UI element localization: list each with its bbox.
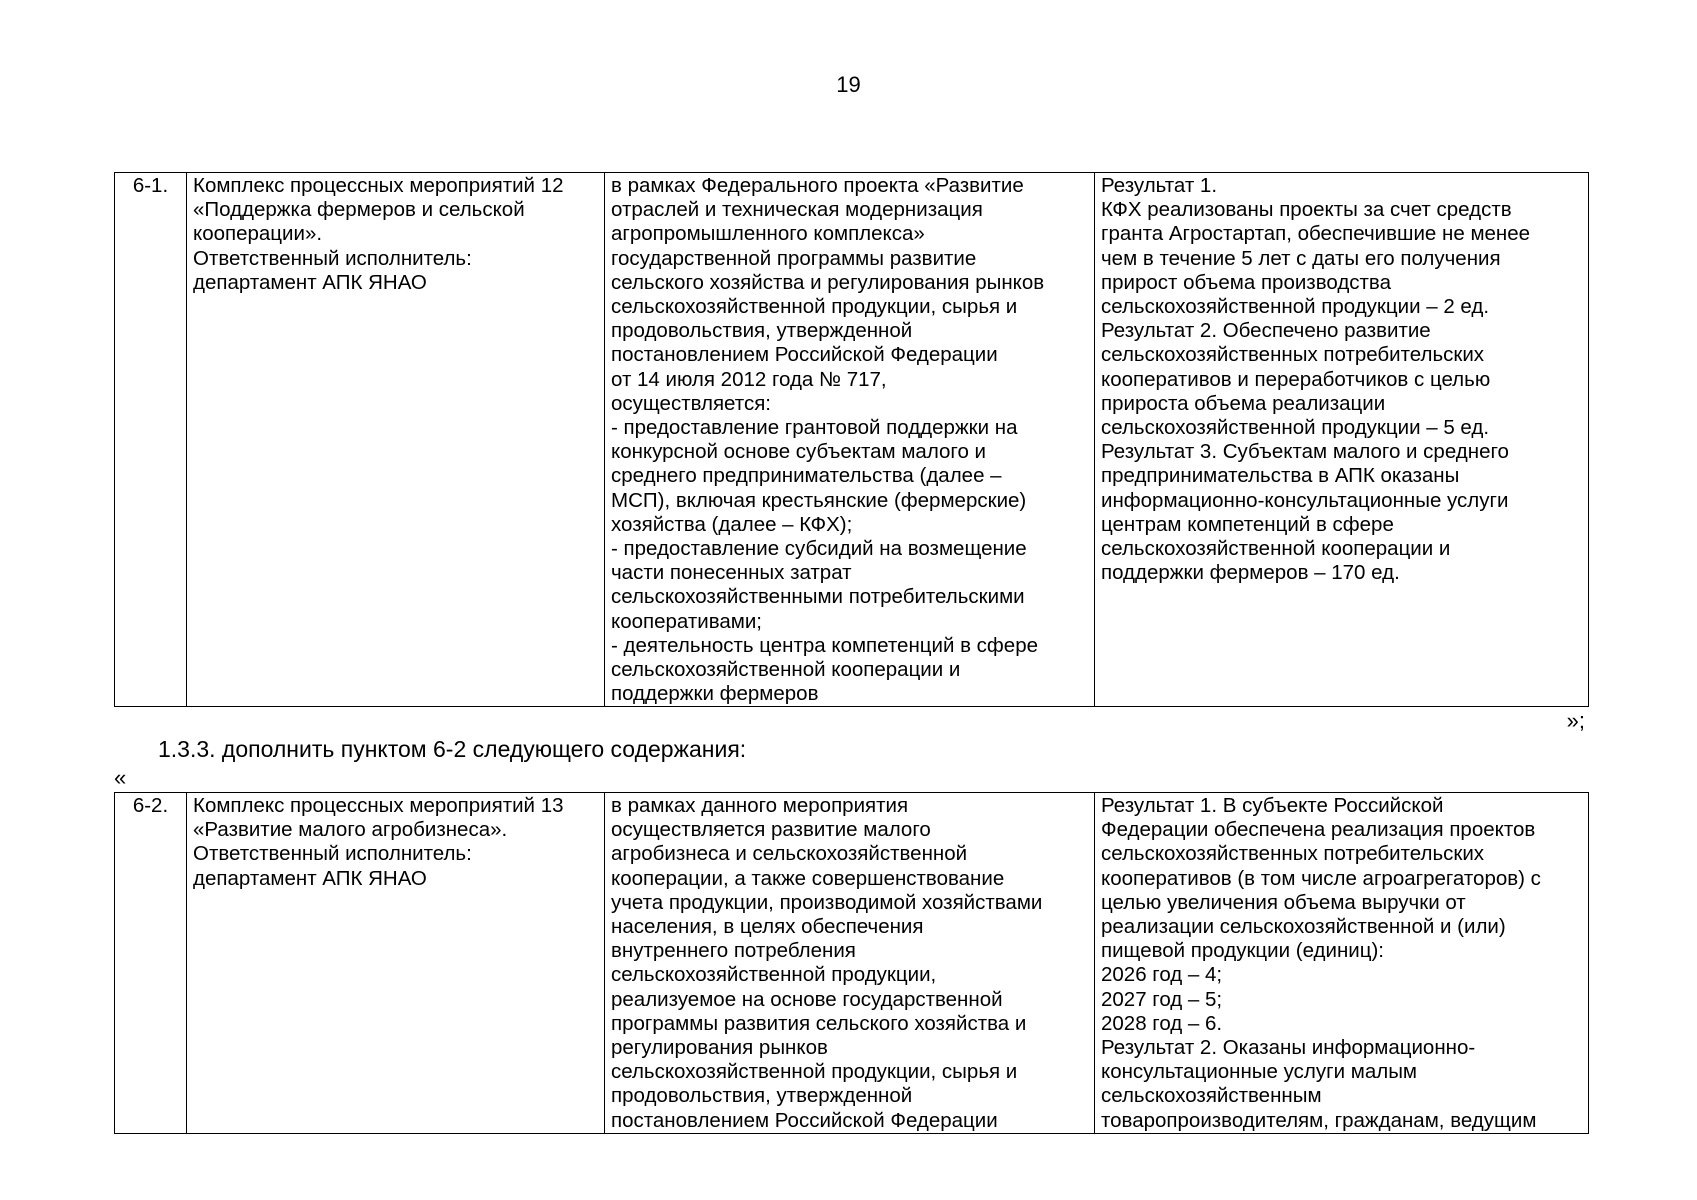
cell-line: кооперации, а также совершенствование [611,866,1005,890]
results-cell [1095,793,1589,1134]
cell-line: сельскохозяйственной продукции – 2 ед. [1101,295,1490,319]
cell-line: части понесенных затрат [611,561,852,585]
cell-line: целью увеличения объема выручки от [1101,890,1466,914]
cell-line: сельскохозяйственной кооперации и [611,658,961,682]
cell-line: - предоставление субсидий на возмещение [611,537,1027,561]
cell-line: среднего предпринимательства (далее – [611,464,1002,488]
cell-line: прирост объема производства [1101,270,1391,294]
cell-line: МСП), включая крестьянские (фермерские) [611,488,1027,512]
cell-line: реализуемое на основе государственной [611,987,1003,1011]
cell-line: - деятельность центра компетенций в сфере [611,633,1039,657]
cell-line: сельскохозяйственной продукции, сырья и [611,1060,1018,1084]
cell-line: КФХ реализованы проекты за счет средств [1101,198,1512,222]
table-row-6-2 [114,792,1589,1134]
cell-line: постановлением Российской Федерации [611,343,998,367]
cell-line: кооперации». [193,222,323,246]
cell-line: 2028 год – 6. [1101,1011,1223,1035]
cell-line: государственной программы развитие [611,246,977,270]
amendment-paragraph: 1.3.3. дополнить пунктом 6-2 следующего содержания: [158,736,747,762]
cell-line: кооперативов (в том числе агроагрегаторов) с [1101,866,1541,890]
cell-line: реализации сельскохозяйственной и (или) [1101,915,1506,939]
cell-line: Результат 2. Обеспечено развитие [1101,319,1431,343]
cell-line: гранта Агростартап, обеспечившие не менее [1101,222,1531,246]
cell-line: программы развития сельского хозяйства и [611,1011,1027,1035]
cell-line: Результат 3. Субъектам малого и среднего [1101,440,1509,464]
cell-line: сельскохозяйственными потребительскими [611,585,1025,609]
cell-line: 2027 год – 5; [1101,987,1223,1011]
cell-line: хозяйства (далее – КФХ); [611,512,853,536]
cell-line: сельскохозяйственных потребительских [1101,842,1485,866]
cell-line: сельскохозяйственным [1101,1084,1322,1108]
cell-line: сельского хозяйства и регулирования рынков [611,270,1045,294]
cell-line: постановлением Российской Федерации [611,1108,998,1132]
cell-line: - предоставление грантовой поддержки на [611,416,1018,440]
cell-line: в рамках Федерального проекта «Развитие [611,174,1024,197]
cell-line: от 14 июля 2012 года № 717, [611,367,887,391]
cell-line: сельскохозяйственной продукции, [611,963,937,987]
cell-line: сельскохозяйственных потребительских [1101,343,1485,367]
cell-line: осуществляется развитие малого [611,818,931,842]
measure-title-cell [187,173,605,707]
cell-line: кооперативами; [611,609,762,633]
cell-line: продовольствия, утвержденной [611,319,913,343]
cell-line: пищевой продукции (единиц): [1101,939,1384,963]
cell-line: продовольствия, утвержденной [611,1084,913,1108]
cell-line: Комплекс процессных мероприятий 12 [193,174,564,197]
opening-quote: « [114,765,127,790]
cell-line: агропромышленного комплекса» [611,222,925,246]
cell-line: департамент АПК ЯНАО [193,866,427,890]
item-number: 6-2. [115,793,187,1134]
closing-quote: »; [1566,708,1585,733]
cell-line: населения, в целях обеспечения [611,915,924,939]
measure-description-cell [605,793,1095,1134]
cell-line: сельскохозяйственной продукции, сырья и [611,295,1018,319]
measure-description-cell [605,173,1095,707]
cell-line: отраслей и техническая модернизация [611,198,983,222]
cell-line: информационно-консультационные услуги [1101,488,1509,512]
cell-line: Результат 1. [1101,174,1218,197]
cell-line: Ответственный исполнитель: [193,842,472,866]
cell-line: чем в течение 5 лет с даты его получения [1101,246,1501,270]
cell-line: учета продукции, производимой хозяйствами [611,890,1043,914]
cell-line: агробизнеса и сельскохозяйственной [611,842,968,866]
cell-line: «Поддержка фермеров и сельской [193,198,525,222]
results-cell [1095,173,1589,707]
cell-line: сельскохозяйственной кооперации и [1101,537,1451,561]
cell-line: предпринимательства в АПК оказаны [1101,464,1460,488]
cell-line: Ответственный исполнитель: [193,246,472,270]
cell-line: поддержки фермеров – 170 ед. [1101,561,1400,585]
cell-line: прироста объема реализации [1101,391,1386,415]
cell-line: Результат 2. Оказаны информационно- [1101,1036,1476,1060]
cell-line: поддержки фермеров [611,682,819,706]
measure-title-cell [187,793,605,1134]
table-row [115,173,1589,707]
cell-line: «Развитие малого агробизнеса». [193,818,508,842]
cell-line: сельскохозяйственной продукции – 5 ед. [1101,416,1490,440]
cell-line: центрам компетенций в сфере [1101,512,1394,536]
cell-line: в рамках данного мероприятия [611,794,909,817]
item-number: 6-1. [115,173,187,707]
cell-line: осуществляется: [611,391,771,415]
page-number: 19 [836,72,861,97]
cell-line: конкурсной основе субъектам малого и [611,440,987,464]
cell-line: внутреннего потребления [611,939,856,963]
cell-line: регулирования рынков [611,1036,828,1060]
cell-line: консультационные услуги малым [1101,1060,1418,1084]
table-row [115,793,1589,1134]
cell-line: Результат 1. В субъекте Российской [1101,794,1444,817]
cell-line: 2026 год – 4; [1101,963,1223,987]
cell-line: департамент АПК ЯНАО [193,270,427,294]
cell-line: товаропроизводителям, гражданам, ведущим [1101,1108,1537,1132]
cell-line: Федерации обеспечена реализация проектов [1101,818,1536,842]
table-row-6-1 [114,172,1589,707]
cell-line: кооперативов и переработчиков с целью [1101,367,1491,391]
cell-line: Комплекс процессных мероприятий 13 [193,794,564,817]
